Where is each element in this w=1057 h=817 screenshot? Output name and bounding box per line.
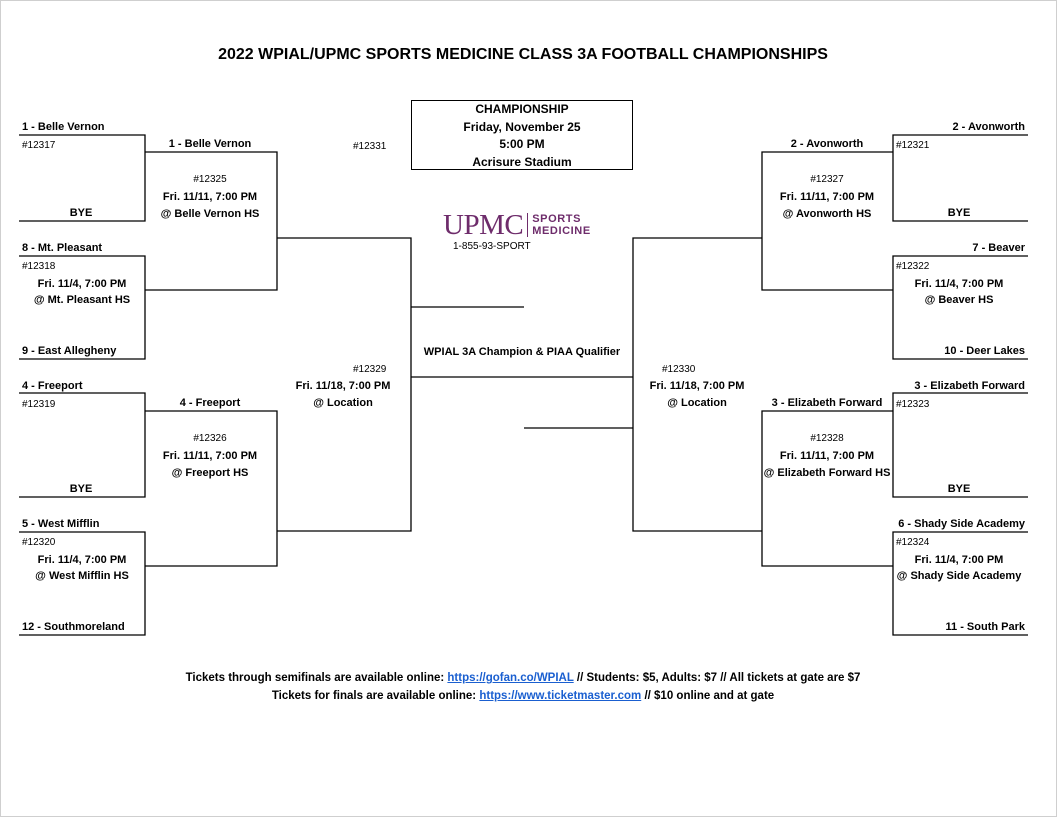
logo-brand: UPMC	[443, 209, 524, 241]
team-label: BYE	[69, 207, 93, 219]
team-label: 1 - Belle Vernon	[168, 138, 252, 150]
logo-line1: SPORTS	[532, 213, 582, 225]
team-label: 1 - Belle Vernon	[22, 121, 105, 133]
game-time: Fri. 11/11, 7:00 PM	[162, 450, 258, 462]
team-label: 12 - Southmoreland	[22, 621, 125, 633]
game-site: @ Mt. Pleasant HS	[33, 294, 131, 306]
gofan-link[interactable]: https://gofan.co/WPIAL	[447, 672, 574, 684]
game-id: #12326	[193, 433, 227, 444]
footer-line-1	[186, 672, 861, 684]
team-label: 8 - Mt. Pleasant	[22, 242, 103, 254]
game-id: #12328	[810, 433, 844, 444]
game-id: #12324	[896, 537, 930, 548]
game-id: #12319	[22, 399, 56, 410]
team-label: 9 - East Allegheny	[22, 345, 117, 357]
game-site: @ Freeport HS	[171, 467, 249, 479]
team-label: BYE	[947, 483, 971, 495]
game-id: #12322	[896, 261, 930, 272]
game-site: @ Shady Side Academy	[896, 570, 1022, 582]
footer-line-2	[272, 690, 774, 702]
team-label: 3 - Elizabeth Forward	[914, 380, 1025, 392]
championship-date: Friday, November 25	[463, 119, 581, 134]
championship-time: 5:00 PM	[499, 137, 545, 151]
game-time: Fri. 11/4, 7:00 PM	[914, 278, 1004, 290]
game-time: Fri. 11/4, 7:00 PM	[37, 554, 127, 566]
game-site: @ Belle Vernon HS	[160, 208, 260, 220]
logo-line2: MEDICINE	[532, 225, 591, 237]
footer-line2-suffix: // $10 online and at gate	[644, 690, 775, 702]
team-label: 7 - Beaver	[972, 242, 1025, 254]
team-label: BYE	[69, 483, 93, 495]
championship-venue: Acrisure Stadium	[472, 154, 572, 169]
game-id: #12317	[22, 140, 56, 151]
game-id: #12318	[22, 261, 56, 272]
logo-phone: 1-855-93-SPORT	[453, 241, 531, 252]
game-time: Fri. 11/11, 7:00 PM	[779, 450, 875, 462]
team-label: 3 - Elizabeth Forward	[771, 397, 883, 409]
team-label: 10 - Deer Lakes	[944, 345, 1025, 357]
game-id: #12325	[193, 174, 227, 185]
game-id: #12329	[353, 364, 387, 375]
game-site: @ Elizabeth Forward HS	[763, 467, 891, 479]
footer-line1-suffix: // Students: $5, Adults: $7 // All tickets at gate are $7	[576, 672, 861, 684]
championship-box	[411, 100, 633, 170]
game-time: Fri. 11/11, 7:00 PM	[162, 191, 258, 203]
upmc-logo	[443, 210, 591, 240]
team-label: 5 - West Mifflin	[22, 518, 100, 530]
game-id: #12323	[896, 399, 930, 410]
team-label: 4 - Freeport	[22, 380, 83, 392]
game-id: #12327	[810, 174, 844, 185]
game-site: @ Beaver HS	[924, 294, 994, 306]
championship-label: WPIAL 3A Champion & PIAA Qualifier	[423, 346, 621, 358]
game-site: @ Location	[667, 397, 727, 409]
footer-line2-prefix: Tickets for finals are available online:	[271, 690, 477, 702]
game-time: Fri. 11/4, 7:00 PM	[37, 278, 127, 290]
team-label: 2 - Avonworth	[952, 121, 1025, 133]
game-id: #12321	[896, 140, 930, 151]
game-id: #12320	[22, 537, 56, 548]
ticketmaster-link[interactable]: https://www.ticketmaster.com	[479, 690, 642, 702]
game-site: @ West Mifflin HS	[35, 570, 129, 582]
footer-line1-prefix: Tickets through semifinals are available online:	[185, 672, 445, 684]
game-id: #12330	[662, 364, 696, 375]
team-label: 2 - Avonworth	[790, 138, 864, 150]
page-title: 2022 WPIAL/UPMC SPORTS MEDICINE CLASS 3A FOOTBALL CHAMPIONSHIPS	[218, 46, 828, 63]
game-time: Fri. 11/18, 7:00 PM	[649, 380, 745, 392]
game-time: Fri. 11/11, 7:00 PM	[779, 191, 875, 203]
team-label: 6 - Shady Side Academy	[898, 518, 1025, 530]
logo-divider	[527, 213, 528, 237]
game-site: @ Avonworth HS	[782, 208, 872, 220]
team-label: BYE	[947, 207, 971, 219]
game-time: Fri. 11/4, 7:00 PM	[914, 554, 1004, 566]
championship-heading: CHAMPIONSHIP	[475, 102, 569, 116]
game-time: Fri. 11/18, 7:00 PM	[295, 380, 391, 392]
team-label: 11 - South Park	[945, 621, 1025, 633]
game-site: @ Location	[313, 397, 373, 409]
championship-game-id: #12331	[353, 141, 387, 152]
team-label: 4 - Freeport	[179, 397, 241, 409]
